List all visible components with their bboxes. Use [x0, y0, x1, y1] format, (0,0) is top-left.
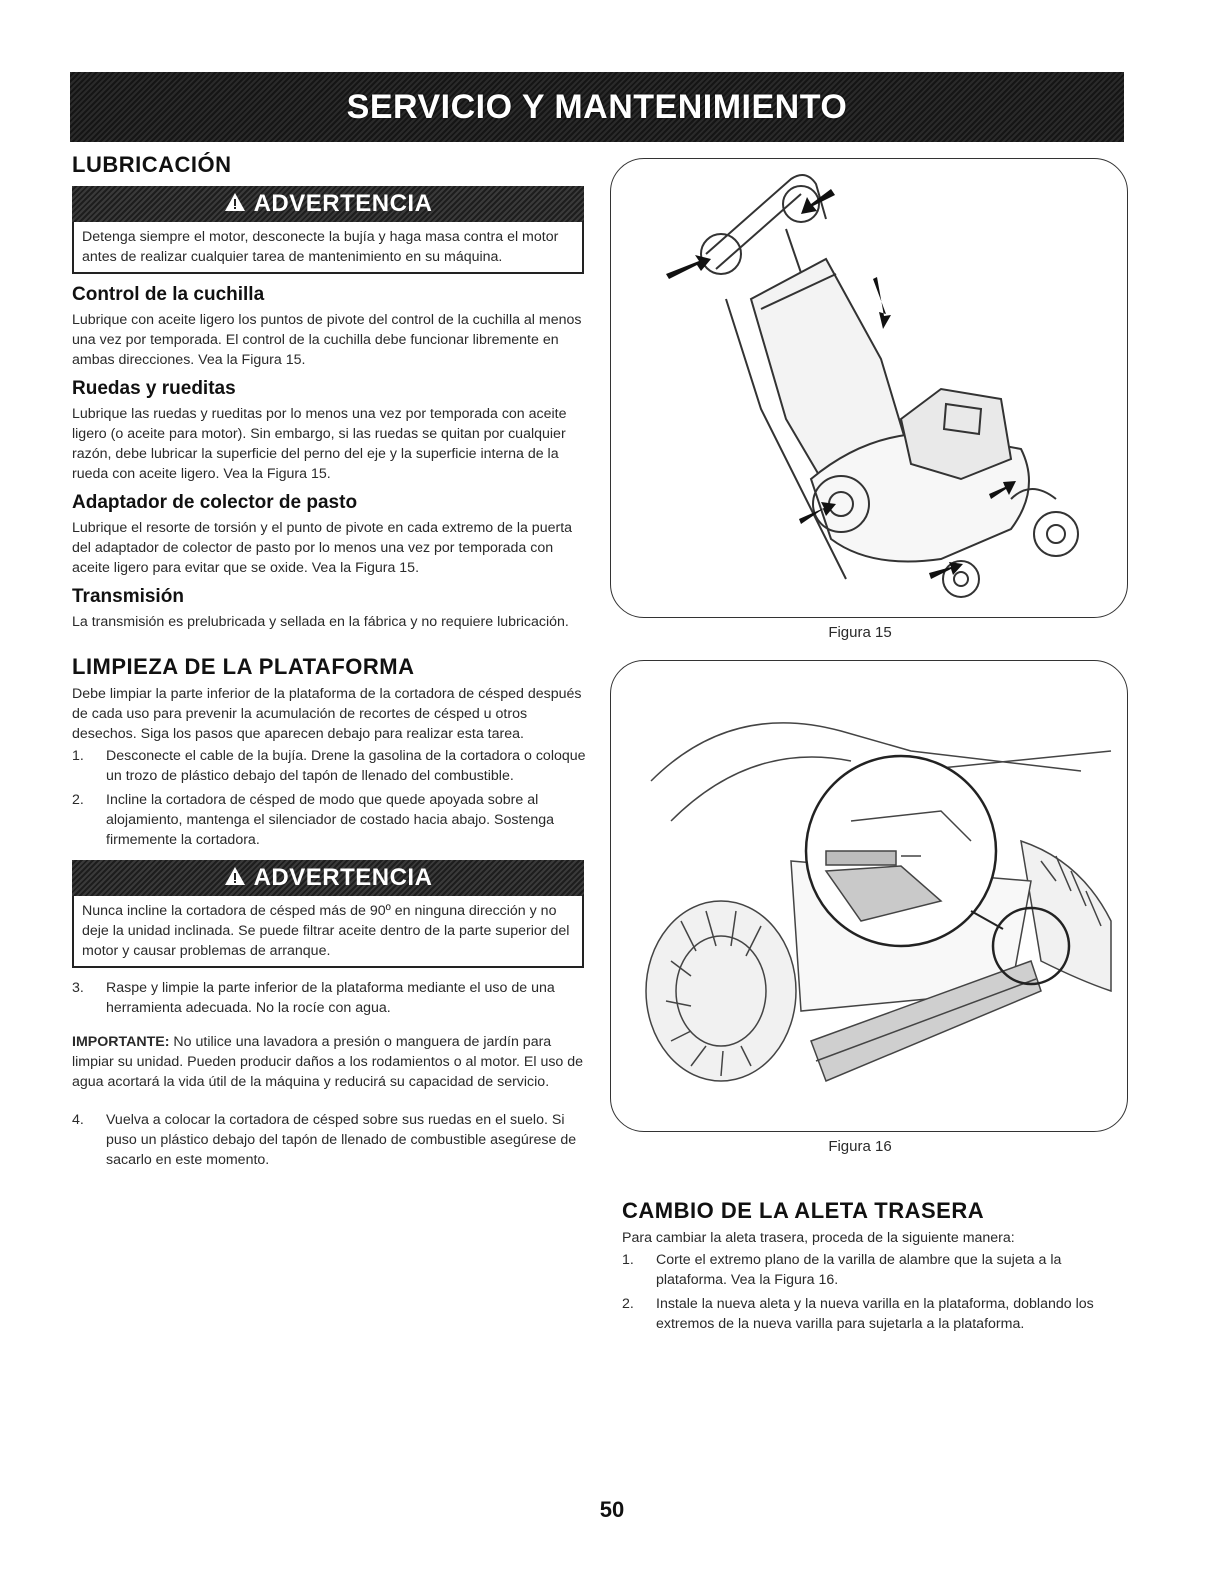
limpieza-steps-b — [72, 978, 590, 1018]
limpieza-heading: LIMPIEZA DE LA PLATAFORMA — [72, 654, 415, 679]
warning-bar — [72, 186, 584, 222]
warning-text: Nunca incline la cortadora de césped más de 90º en ninguna dirección y no deje la unidad inclinada. Se puede filtrar aceite dentro de la parte superior del motor y causar problemas de arranque. — [72, 896, 584, 968]
rear-flap-illustration — [611, 661, 1127, 1131]
cambio-section — [622, 1198, 1122, 1338]
subsection-text-ruedas: Lubrique las ruedas y rueditas por lo menos una vez por temporada con aceite ligero (o aceite para motor). Sin embargo, si las ruedas se quitan por cualquier razón, debe lubricar la superficie del perno del eje y la superficie interna de la rueda con aceite ligero. Vea la Figura 15. — [72, 406, 567, 482]
limpieza-steps-c — [72, 1110, 590, 1170]
list-item: 1. Desconecte el cable de la bujía. Drene la gasolina de la cortadora o coloque un trozo de plástico debajo del tapón de llenado del combustible. — [72, 748, 586, 784]
subsection-title-cuchilla: Control de la cuchilla — [72, 284, 265, 305]
list-item: 4. Vuelva a colocar la cortadora de césped sobre sus ruedas en el suelo. Si puso un plástico debajo del tapón de llenado de combustible asegúrese de sacarlo en este momento. — [72, 1112, 577, 1168]
cambio-intro: Para cambiar la aleta trasera, proceda de la siguiente manera: — [622, 1230, 1015, 1246]
warning-box-limpieza — [72, 860, 584, 968]
important-text: No utilice una lavadora a presión o manguera de jardín para limpiar su unidad. Pueden producir daños a los rodamientos o al motor. El uso de agua acortará la vida útil de la máquina y reducirá su capacidad de servicio. — [72, 1034, 584, 1090]
warning-bar — [72, 860, 584, 896]
left-column — [72, 152, 590, 1174]
figure-16 — [610, 660, 1128, 1132]
figure-15 — [610, 158, 1128, 618]
subsection-text-cuchilla: Lubrique con aceite ligero los puntos de pivote del control de la cuchilla al menos una vez por temporada. El control de la cuchilla debe funcionar libremente en ambas direcciones. Vea la Figura 15. — [72, 312, 582, 368]
warning-triangle-icon — [224, 866, 246, 890]
list-item: 1. Corte el extremo plano de la varilla de alambre que la sujeta a la plataforma. Vea la Figura 16. — [622, 1252, 1062, 1288]
warning-title: ADVERTENCIA — [253, 190, 433, 217]
list-item: 3. Raspe y limpie la parte inferior de la plataforma mediante el uso de una herramienta adecuada. No la rocíe con agua. — [72, 980, 555, 1016]
figure-16-caption: Figura 16 — [828, 1138, 892, 1155]
cambio-steps — [622, 1250, 1122, 1334]
warning-text: Detenga siempre el motor, desconecte la bujía y haga masa contra el motor antes de realizar cualquier tarea de mantenimiento en su máquina. — [72, 222, 584, 274]
cambio-heading: CAMBIO DE LA ALETA TRASERA — [622, 1198, 985, 1223]
subsection-title-transmision: Transmisión — [72, 586, 184, 607]
figure-15-caption: Figura 15 — [828, 624, 892, 641]
list-item: 2. Instale la nueva aleta y la nueva varilla en la plataforma, doblando los extremos de la nueva varilla para sujetarla a la plataforma. — [622, 1296, 1094, 1332]
lubricacion-heading: LUBRICACIÓN — [72, 152, 232, 177]
banner-title: SERVICIO Y MANTENIMIENTO — [346, 87, 848, 126]
section-banner — [70, 72, 1124, 142]
important-label: IMPORTANTE: — [72, 1034, 170, 1050]
important-note — [72, 1032, 590, 1092]
subsection-title-ruedas: Ruedas y rueditas — [72, 378, 236, 399]
subsection-title-adaptador: Adaptador de colector de pasto — [72, 492, 358, 513]
warning-title: ADVERTENCIA — [253, 864, 433, 891]
warning-triangle-icon — [224, 192, 246, 216]
list-item: 2. Incline la cortadora de césped de modo que quede apoyada sobre al alojamiento, mantenga el silenciador de costado hacia abajo. Sostenga firmemente la cortadora. — [72, 792, 554, 848]
subsection-text-adaptador: Lubrique el resorte de torsión y el punto de pivote en cada extremo de la puerta del adaptador de colector de pasto por lo menos una vez por temporada con aceite ligero para evitar que se oxide. Vea la Figura 15. — [72, 520, 573, 576]
warning-box-lubricacion — [72, 186, 584, 274]
subsection-text-transmision: La transmisión es prelubricada y sellada en la fábrica y no requiere lubricación. — [72, 614, 569, 630]
limpieza-intro: Debe limpiar la parte inferior de la plataforma de la cortadora de césped después de cada uso para prevenir la acumulación de recortes de césped u otros desechos. Siga los pasos que aparecen debajo para realizar esta tarea. — [72, 686, 582, 742]
mower-lubrication-illustration — [611, 159, 1127, 617]
page-number: 50 — [599, 1497, 625, 1522]
limpieza-steps-a — [72, 746, 590, 850]
